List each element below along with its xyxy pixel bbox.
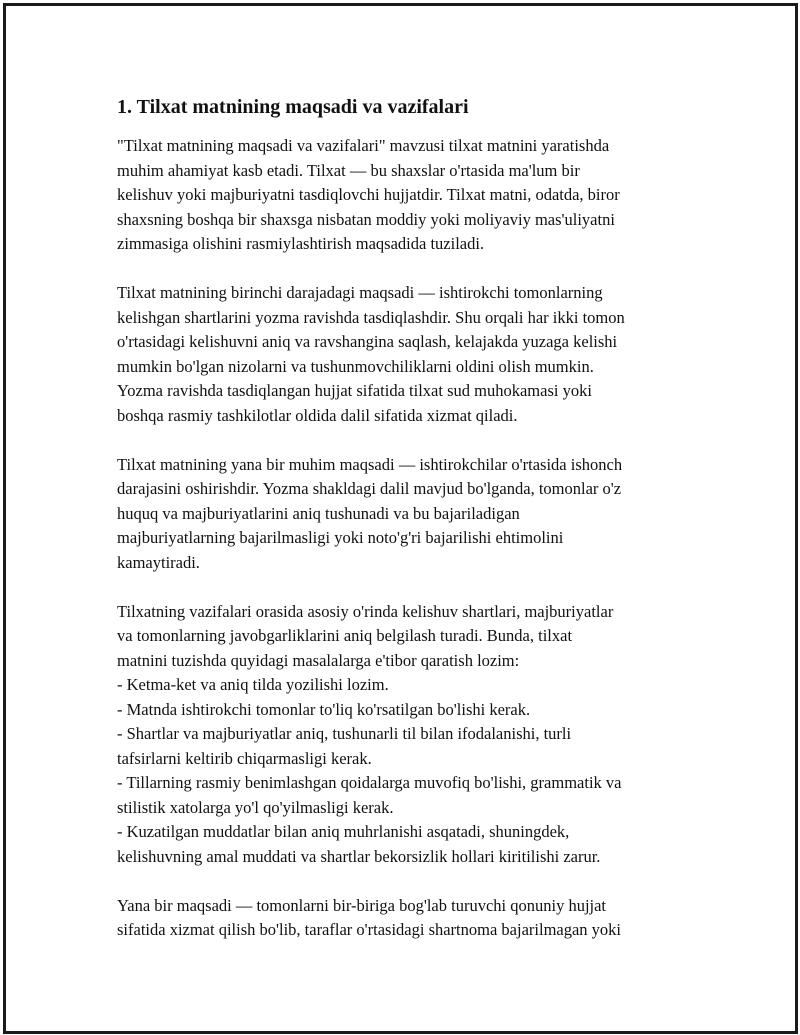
paragraph-primary-purpose bbox=[117, 281, 697, 428]
text-line: matnini tuzishda quyidagi masalalarga e'tibor qaratish lozim: bbox=[117, 650, 520, 670]
text-line: o'rtasidagi kelishuvni aniq va ravshangina saqlash, kelajakda yuzaga kelishi bbox=[117, 332, 618, 351]
document-body bbox=[117, 94, 697, 967]
list-item: - Ketma-ket va aniq tilda yozilishi lozim. bbox=[117, 675, 389, 694]
text-line: stilistik xatolarga yo'l qo'yilmasligi kerak. bbox=[117, 797, 394, 817]
text-line: "Tilxat matnining maqsadi va vazifalari" mavzusi tilxat matnini yaratishda bbox=[117, 136, 610, 155]
text-line: Yana bir maqsadi — tomonlarni bir-biriga bog'lab turuvchi qonuniy hujjat bbox=[117, 895, 607, 915]
text-line: kelishgan shartlarini yozma ravishda tasdiqlashdir. Shu orqali har ikki tomon bbox=[117, 307, 625, 327]
text-line: huquq va majburiyatlarini aniq tushunadi va bu bajariladigan bbox=[117, 503, 520, 523]
text-line: muhim ahamiyat kasb etadi. Tilxat — bu shaxslar o'rtasida ma'lum bir bbox=[117, 160, 580, 180]
paragraph-functions bbox=[117, 600, 697, 870]
text-line: va tomonlarning javobgarliklarini aniq belgilash turadi. Bunda, tilxat bbox=[117, 626, 573, 645]
text-line: zimmasiga olishini rasmiylashtirish maqsadida tuziladi. bbox=[117, 234, 485, 253]
list-item: - Matnda ishtirokchi tomonlar to'liq ko'rsatilgan bo'lishi kerak. bbox=[117, 699, 531, 719]
text-line: sifatida xizmat qilish bo'lib, taraflar o'rtasidagi shartnoma bajarilmagan yoki bbox=[117, 920, 622, 939]
text-line: boshqa rasmiy tashkilotlar oldida dalil sifatida xizmat qiladi. bbox=[117, 405, 518, 425]
text-line: kelishuv yoki majburiyatni tasdiqlovchi hujjatdir. Tilxat matni, odatda, biror bbox=[117, 185, 620, 204]
text-line: Tilxatning vazifalari orasida asosiy o'rinda kelishuv shartlari, majburiyatlar bbox=[117, 601, 614, 621]
text-line: kamaytiradi. bbox=[117, 552, 200, 572]
text-line: Tilxat matnining yana bir muhim maqsadi — ishtirokchilar o'rtasida ishonch bbox=[117, 454, 623, 474]
paragraph-legal-purpose bbox=[117, 894, 697, 943]
list-item: - Tillarning rasmiy benimlashgan qoidalarga muvofiq bo'lishi, grammatik va bbox=[117, 773, 622, 792]
text-line: tafsirlarni keltirib chiqarmasligi kerak. bbox=[117, 748, 372, 768]
paragraph-trust-purpose bbox=[117, 453, 697, 576]
text-line: majburiyatlarning bajarilmasligi yoki noto'g'ri bajarilishi ehtimolini bbox=[117, 528, 564, 547]
paragraph-intro bbox=[117, 134, 697, 257]
section-heading: 1. Tilxat matnining maqsadi va vazifalari bbox=[117, 96, 469, 118]
text-line: shaxsning boshqa bir shaxsga nisbatan moddiy yoki moliyaviy mas'uliyatni bbox=[117, 209, 615, 229]
text-line: mumkin bo'lgan nizolarni va tushunmovchiliklarni oldini olish mumkin. bbox=[117, 356, 594, 376]
list-item: - Shartlar va majburiyatlar aniq, tushunarli til bilan ifodalanishi, turli bbox=[117, 724, 572, 743]
text-line: kelishuvning amal muddati va shartlar bekorsizlik hollari kiritilishi zarur. bbox=[117, 846, 601, 866]
text-line: Tilxat matnining birinchi darajadagi maqsadi — ishtirokchi tomonlarning bbox=[117, 283, 603, 302]
list-item: - Kuzatilgan muddatlar bilan aniq muhrlanishi asqatadi, shuningdek, bbox=[117, 822, 570, 841]
text-line: Yozma ravishda tasdiqlangan hujjat sifatida tilxat sud muhokamasi yoki bbox=[117, 381, 592, 400]
text-line: darajasini oshirishdir. Yozma shakldagi dalil mavjud bo'lganda, tomonlar o'z bbox=[117, 479, 622, 498]
